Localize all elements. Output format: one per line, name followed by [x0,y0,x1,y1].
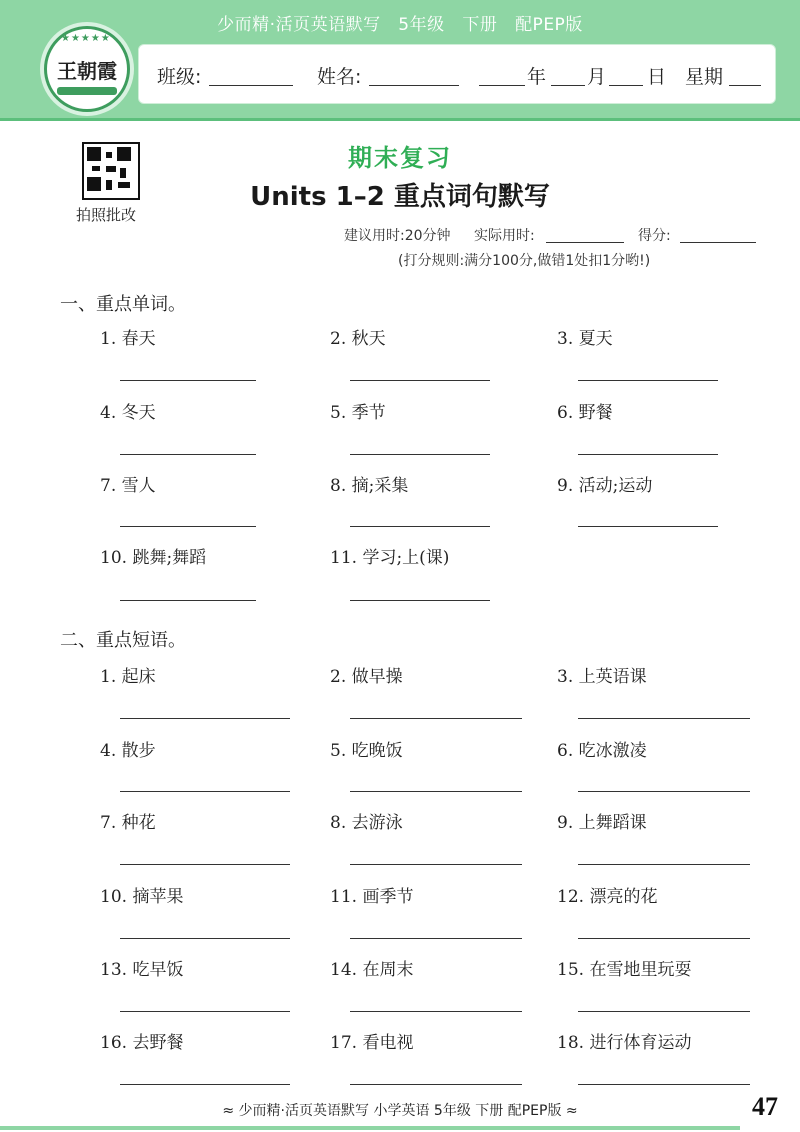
series-title: 少而精·活页英语默写 [217,15,381,35]
answer-line[interactable] [120,380,256,381]
answer-line[interactable] [578,938,750,939]
student-info-box [138,44,776,104]
answer-line[interactable] [120,791,290,792]
weekday-label: 星期 [685,66,724,88]
phrase-item: 1. 起床 [100,667,156,687]
logo-text: 王朝霞 [57,59,117,83]
phrase-item: 9. 上舞蹈课 [557,813,647,833]
phrase-item: 11. 画季节 [330,887,414,907]
phrase-item: 15. 在雪地里玩耍 [557,960,692,980]
weekday-field[interactable] [729,85,761,86]
phrase-item: 6. 吃冰激凌 [557,741,647,761]
word-item: 9. 活动;运动 [557,476,653,496]
word-item: 3. 夏天 [557,329,613,349]
word-item: 10. 跳舞;舞蹈 [100,548,207,568]
score-label: 得分: [638,228,671,244]
class-label: 班级: [157,66,202,88]
score-field[interactable] [680,242,756,243]
word-item: 4. 冬天 [100,403,156,423]
answer-line[interactable] [350,718,522,719]
answer-line[interactable] [120,1084,290,1085]
answer-line[interactable] [350,526,490,527]
section-2-title: 二、重点短语。 [60,630,186,651]
phrase-item: 16. 去野餐 [100,1033,184,1053]
header-band [0,0,800,121]
answer-line[interactable] [350,454,490,455]
edition-label: 配PEP版 [515,15,583,35]
page-number: 47 [752,1092,778,1121]
phrase-item: 18. 进行体育运动 [557,1033,692,1053]
answer-line[interactable] [578,526,718,527]
logo-ribbon [57,87,117,95]
phrase-item: 14. 在周末 [330,960,414,980]
day-label: 日 [647,66,667,88]
header-series-line [0,10,800,35]
word-item: 2. 秋天 [330,329,386,349]
answer-line[interactable] [350,864,522,865]
word-item: 11. 学习;上(课) [330,548,450,568]
word-item: 8. 摘;采集 [330,476,409,496]
scoring-rule: (打分规则:满分100分,做错1处扣1分哟!) [398,253,651,269]
month-field[interactable] [551,85,585,86]
term-label: 下册 [462,15,498,35]
qr-label: 拍照批改 [76,206,137,224]
answer-line[interactable] [350,938,522,939]
actual-time-label: 实际用时: [474,228,535,244]
answer-line[interactable] [120,600,256,601]
answer-line[interactable] [578,791,750,792]
name-label: 姓名: [317,66,362,88]
name-field[interactable] [369,85,459,86]
answer-line[interactable] [350,1084,522,1085]
page-title: Units 1–2 重点词句默写 [250,182,550,212]
answer-line[interactable] [120,938,290,939]
answer-line[interactable] [578,864,750,865]
year-label: 年 [527,66,547,88]
answer-line[interactable] [578,718,750,719]
answer-line[interactable] [350,380,490,381]
suggested-time: 建议用时:20分钟 [344,228,451,244]
phrase-item: 3. 上英语课 [557,667,647,687]
year-field[interactable] [479,85,525,86]
grade-label: 5年级 [398,15,445,35]
phrase-item: 2. 做早操 [330,667,403,687]
class-field[interactable] [209,85,293,86]
phrase-item: 10. 摘苹果 [100,887,184,907]
answer-line[interactable] [578,380,718,381]
answer-line[interactable] [120,864,290,865]
section-subtitle: 期末复习 [348,144,452,172]
section-1-title: 一、重点单词。 [60,294,186,315]
word-item: 7. 雪人 [100,476,156,496]
month-label: 月 [587,66,607,88]
answer-line[interactable] [350,600,490,601]
answer-line[interactable] [350,791,522,792]
answer-line[interactable] [120,526,256,527]
actual-time-field[interactable] [546,242,624,243]
phrase-item: 12. 漂亮的花 [557,887,658,907]
answer-line[interactable] [350,1011,522,1012]
answer-line[interactable] [120,1011,290,1012]
answer-line[interactable] [578,1084,750,1085]
phrase-item: 8. 去游泳 [330,813,403,833]
answer-line[interactable] [578,1011,750,1012]
phrase-item: 5. 吃晚饭 [330,741,403,761]
phrase-item: 4. 散步 [100,741,156,761]
phrase-item: 13. 吃早饭 [100,960,184,980]
phrase-item: 7. 种花 [100,813,156,833]
footer-text: ≈ 少而精·活页英语默写 小学英语 5年级 下册 配PEP版 ≈ [222,1103,578,1119]
answer-line[interactable] [578,454,718,455]
word-item: 1. 春天 [100,329,156,349]
answer-line[interactable] [120,454,256,455]
word-item: 5. 季节 [330,403,386,423]
answer-line[interactable] [120,718,290,719]
footer-wave [0,1126,740,1130]
brand-logo [44,26,130,112]
star-icon: ★★★★★ [61,33,111,44]
day-field[interactable] [609,85,643,86]
phrase-item: 17. 看电视 [330,1033,414,1053]
word-item: 6. 野餐 [557,403,613,423]
